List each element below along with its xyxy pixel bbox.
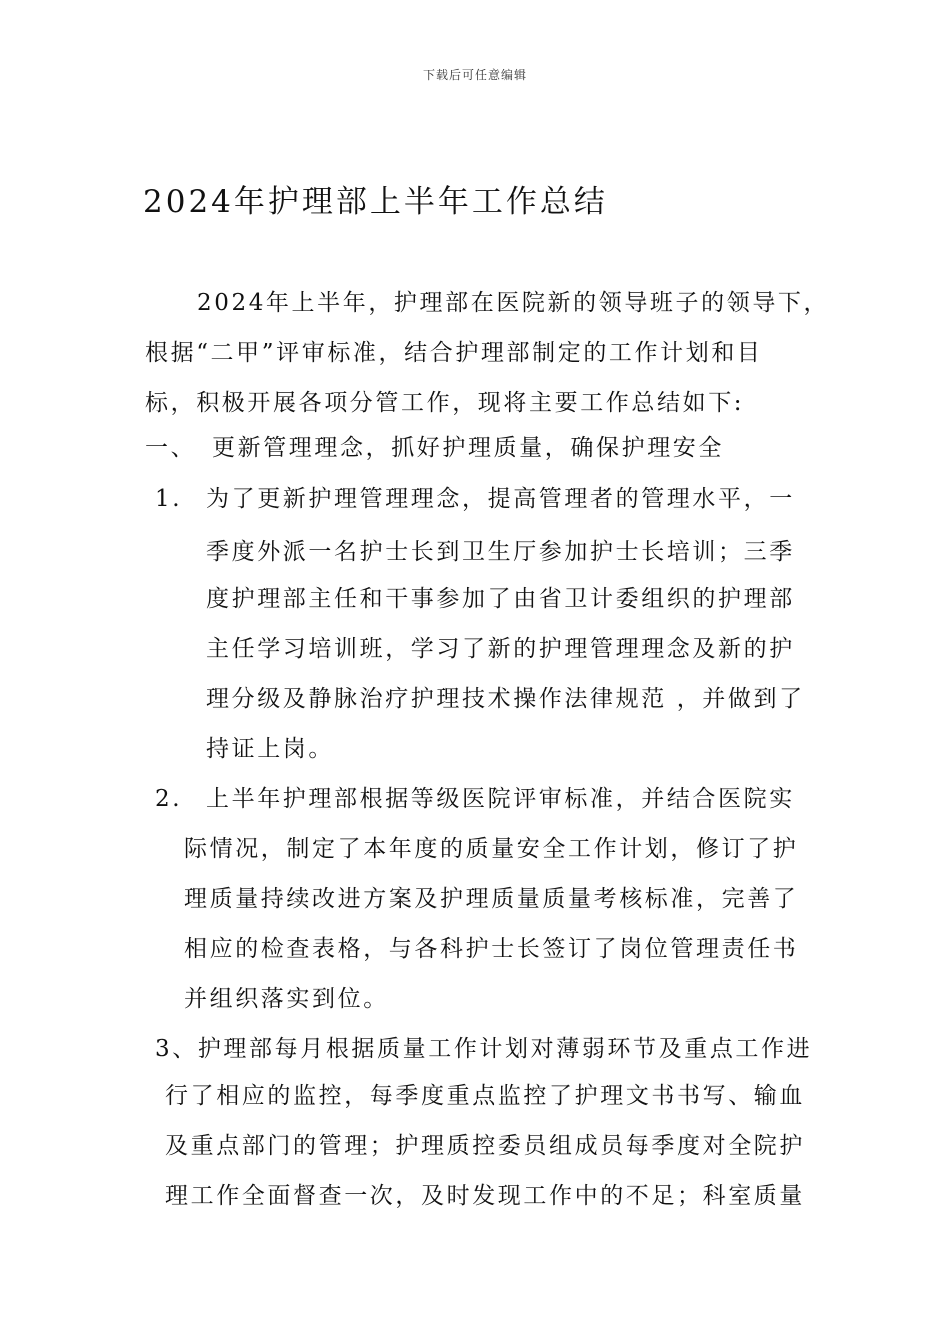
item-line: 季度外派一名护士长到卫生厅参加护士长培训；三季 xyxy=(206,539,795,565)
section-heading: 更新管理理念，抓好护理质量，确保护理安全 xyxy=(212,435,724,461)
item-line: 及重点部门的管理；护理质控委员组成员每季度对全院护 xyxy=(165,1133,805,1159)
item-line: 理工作全面督查一次，及时发现工作中的不足；科室质量 xyxy=(165,1183,805,1209)
header-note: 下载后可任意编辑 xyxy=(422,68,527,82)
item-line: 主任学习培训班，学习了新的护理管理理念及新的护 xyxy=(206,636,795,662)
item-line: 理分级及静脉治疗护理技术操作法律规范 ，并做到了 xyxy=(206,686,805,712)
item-number: 1. xyxy=(155,486,183,512)
intro-line: 根据“二甲”评审标准，结合护理部制定的工作计划和目 xyxy=(145,340,763,366)
item-line: 为了更新护理管理理念，提高管理者的管理水平，一 xyxy=(206,486,795,512)
intro-line: 2024年上半年，护理部在医院新的领导班子的领导下， xyxy=(197,290,830,316)
item-line: 持证上岗。 xyxy=(206,736,334,762)
item-line: 行了相应的监控，每季度重点监控了护理文书书写、输血 xyxy=(165,1083,805,1109)
section-label: 一、 xyxy=(145,435,197,461)
item-line: 上半年护理部根据等级医院评审标准，并结合医院实 xyxy=(206,786,795,812)
item-line: 3、护理部每月根据质量工作计划对薄弱环节及重点工作进 xyxy=(155,1036,813,1062)
item-line: 并组织落实到位。 xyxy=(184,986,389,1012)
item-line: 度护理部主任和干事参加了由省卫计委组织的护理部 xyxy=(206,586,795,612)
item-line: 理质量持续改进方案及护理质量质量考核标准，完善了 xyxy=(184,886,799,912)
item-number: 2. xyxy=(155,786,183,812)
intro-line: 标，积极开展各项分管工作，现将主要工作总结如下: xyxy=(145,390,745,416)
item-line: 相应的检查表格，与各科护士长签订了岗位管理责任书 xyxy=(184,936,799,962)
item-line: 际情况，制定了本年度的质量安全工作计划，修订了护 xyxy=(184,836,799,862)
document-title: 2024年护理部上半年工作总结 xyxy=(143,184,608,220)
